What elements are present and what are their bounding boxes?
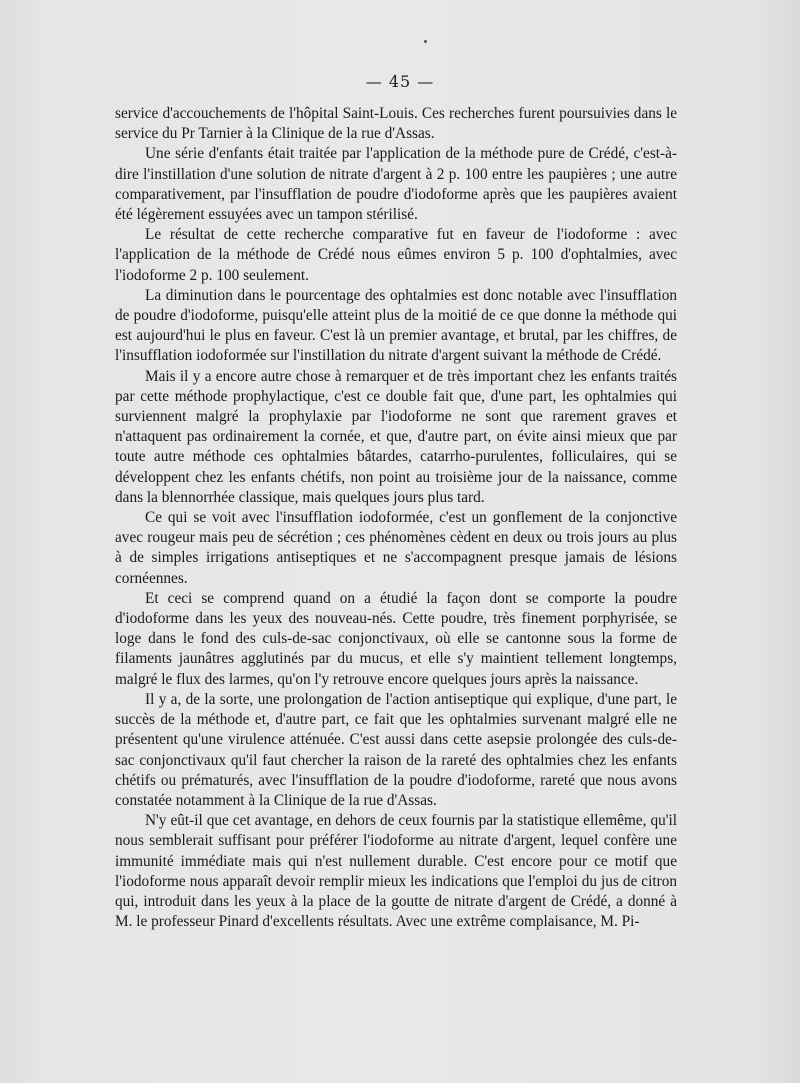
- paragraph: La diminution dans le pourcentage des ophtalmies est donc notable avec l'insufflation de poudre d'iodoforme, puisqu'elle atteint plus de la moitié de ce que donne la méthode qui est aujourd'hui le plus en faveur. C'est là un premier avantage, et brutal, par les chiffres, de l'insufflation iodoformée sur l'instillation du nitrate d'argent suivant la méthode de Crédé.: [115, 286, 677, 365]
- paragraph: service d'accouchements de l'hôpital Saint-Louis. Ces recherches furent poursuivies dans le service du Pr Tarnier à la Clinique de la rue d'Assas.: [115, 105, 677, 143]
- paragraph: Ce qui se voit avec l'insufflation iodoformée, c'est un gonflement de la conjonctive avec rougeur mais peu de sécrétion ; ces phénomènes cèdent en deux ou trois jours au plus à de simples irrigations antiseptiques et ne s'accompagnent presque jamais de lésions cornéennes.: [115, 509, 677, 587]
- paragraph: Une série d'enfants était traitée par l'application de la méthode pure de Crédé, c'est-à-dire l'instillation d'une solution de nitrate d'argent à 2 p. 100 entre les paupières ; une autre comparativement, par l'insufflation de poudre d'iodoforme après que les paupières avaient été légèrement essuyées avec un tampon stérilisé.: [115, 145, 677, 224]
- paragraph: Mais il y a encore autre chose à remarquer et de très important chez les enfants traités par cette méthode prophylactique, c'est ce double fait que, d'une part, les ophtalmies qui surviennent malgré la prophylaxie par l'iodoforme ne sont que rarement graves et n'attaquent pas ordinairement la cornée, et que, d'autre part, on évite ainsi mieux que par toute autre méthode ces ophtalmies bâtardes, catarrho-purulentes, folliculaires, qui se développent chez les enfants chétifs, non point au troisième jour de la naissance, comme dans la blennorrhée classique, mais quelques jours plus tard.: [115, 367, 677, 506]
- paragraph: N'y eût-il que cet avantage, en dehors de ceux fournis par la statistique ellemême, qu'il nous semblerait suffisant pour préférer l'iodoforme au nitrate d'argent, lequel confère une immunité immédiate mais qui n'est nullement durable. C'est encore pour ce motif que l'iodoforme nous apparaît devoir remplir mieux les indications que l'emploi du jus de citron qui, introduit dans les yeux à la place de la goutte de nitrate d'argent de Crédé, a donné à M. le professeur Pinard d'excellents résultats. Avec une extrême complaisance, M. Pi-: [115, 812, 677, 931]
- paragraph: Il y a, de la sorte, une prolongation de l'action antiseptique qui explique, d'une part, le succès de la méthode et, d'autre part, ce fait que les ophtalmies survenant malgré elle ne présentent qu'une virulence atténuée. C'est aussi dans cette asepsie prolongée des culs-de-sac conjonctivaux qu'il faut chercher la raison de la rareté des ophtalmies chez les enfants chétifs ou prématurés, avec l'insufflation de la poudre d'iodoforme, rareté que nous avons constatée notamment à la Clinique de la rue d'Assas.: [115, 690, 677, 809]
- paragraph: Le résultat de cette recherche comparative fut en faveur de l'iodoforme : avec l'application de la méthode de Crédé nous eûmes environ 5 p. 100 d'ophtalmies, avec l'iodoforme 2 p. 100 seulement.: [115, 226, 677, 284]
- body-text: [115, 104, 677, 932]
- scan-speck: [424, 40, 427, 43]
- paragraph: Et ceci se comprend quand on a étudié la façon dont se comporte la poudre d'iodoforme dans les yeux des nouveau-nés. Cette poudre, très finement porphyrisée, se loge dans le fond des culs-de-sac conjonctivaux, où elle se cantonne sous la forme de filaments jaunâtres agglutinés par du mucus, et elle s'y maintient tellement longtemps, malgré le flux des larmes, qu'on l'y retrouve encore quelques jours après la naissance.: [115, 589, 677, 688]
- page-number: — 45 —: [365, 72, 435, 91]
